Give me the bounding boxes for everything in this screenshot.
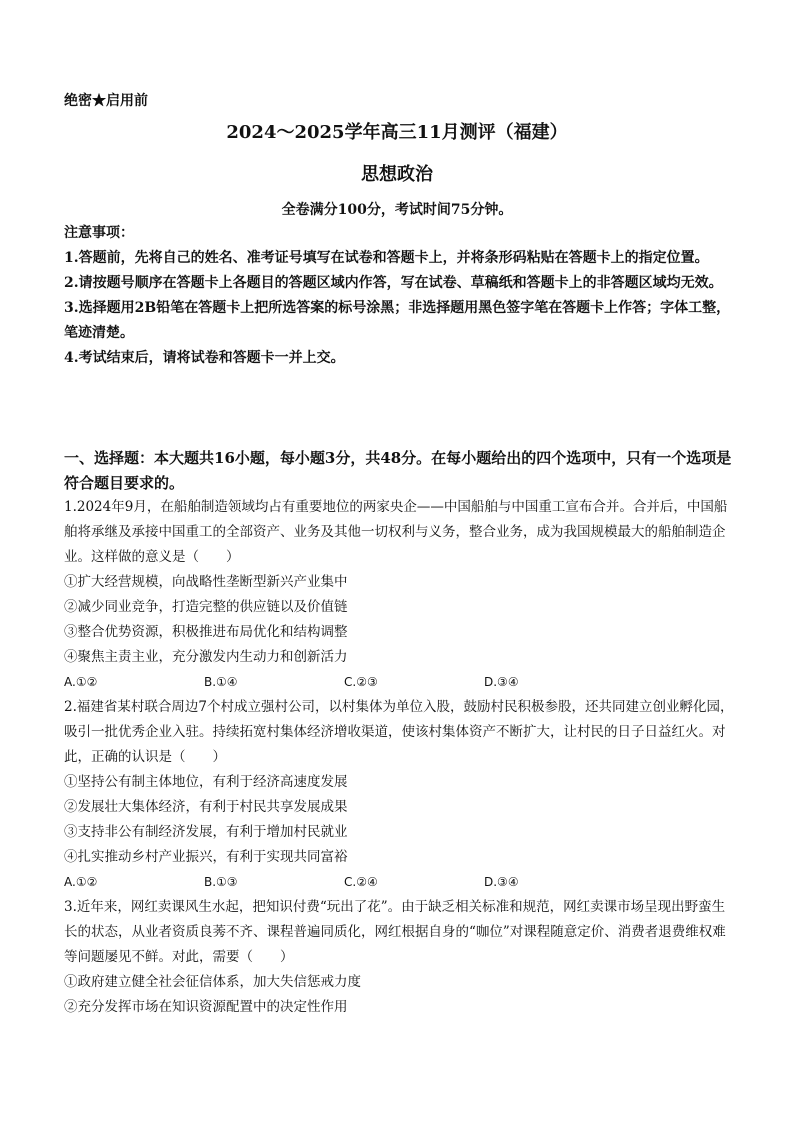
exam-info: 全卷满分100分，考试时间75分钟。 [281, 202, 513, 218]
statement-option: ②充分发挥市场在知识资源配置中的决定性作用 [64, 999, 348, 1015]
subject-title: 思想政治 [361, 164, 433, 185]
statement-option: ③支持非公有制经济发展，有利于增加村民就业 [64, 824, 348, 840]
question-list [64, 495, 736, 1020]
statement-option: ①扩大经营规模，向战略性垄断型新兴产业集中 [64, 574, 348, 590]
statement-option: ②发展壮大集体经济，有利于村民共享发展成果 [64, 799, 348, 815]
notice-item: 1.答题前，先将自己的姓名、准考证号填写在试卷和答题卡上，并将条形码粘贴在答题卡上的指定位置。 [64, 250, 709, 266]
choice-d: D.③④ [484, 875, 519, 889]
choice-b: B.①④ [204, 675, 238, 689]
choice-b: B.①③ [204, 875, 238, 889]
statement-option: ①政府建立健全社会征信体系，加大失信惩戒力度 [64, 974, 361, 990]
choice-d: D.③④ [484, 675, 519, 689]
section-title: 一、选择题：本大题共16小题，每小题3分，共48分。在每小题给出的四个选项中，只有一个选项是符合题目要求的。 [64, 449, 732, 492]
statement-option: ①坚持公有制主体地位，有利于经济高速度发展 [64, 774, 348, 790]
choice-c: C.②④ [344, 875, 378, 889]
answer-choices [64, 870, 736, 895]
statement-option: ②减少同业竞争，打造完整的供应链以及价值链 [64, 599, 348, 615]
notice-heading: 注意事项： [64, 225, 134, 241]
statement-option: ④扎实推动乡村产业振兴，有利于实现共同富裕 [64, 849, 348, 865]
notice-item: 4.考试结束后，请将试卷和答题卡一并上交。 [64, 350, 345, 366]
choice-c: C.②③ [344, 675, 378, 689]
statement-option: ④聚焦主责主业，充分激发内生动力和创新活力 [64, 649, 348, 665]
exam-title: 2024～2025学年高三11月测评（福建） [226, 122, 568, 143]
notice-item: 3.选择题用2B铅笔在答题卡上把所选答案的标号涂黑；非选择题用黑色签字笔在答题卡上作答；字体工整，笔迹清楚。 [64, 300, 731, 341]
notice-item: 2.请按题号顺序在答题卡上各题目的答题区域内作答，写在试卷、草稿纸和答题卡上的非答题区域均无效。 [64, 275, 723, 291]
notice-list [64, 246, 736, 371]
choice-a: A.①② [64, 675, 98, 689]
question-stem: 1.2024年9月，在船舶制造领域均占有重要地位的两家央企——中国船舶与中国重工宣布合并。合并后，中国船舶将承继及承接中国重工的全部资产、业务及其他一切权利与义务，整合业务，成为我国规模最大的船舶制造企业。这样做的意义是（ ） [64, 499, 728, 565]
question-stem: 3.近年来，网红卖课风生水起，把知识付费“玩出了花”。由于缺乏相关标准和规范，网红卖课市场呈现出野蛮生长的状态，从业者资质良莠不齐、课程普遍同质化，网红根据自身的“咖位”对课程随意定价、消费者退费维权难等问题屡见不鲜。对此，需要（ ） [64, 899, 726, 965]
question-3 [64, 895, 736, 1020]
choice-a: A.①② [64, 875, 98, 889]
statement-option: ③整合优势资源，积极推进布局优化和结构调整 [64, 624, 348, 640]
question-2 [64, 695, 736, 895]
question-1 [64, 495, 736, 695]
question-stem: 2.福建省某村联合周边7个村成立强村公司，以村集体为单位入股，鼓励村民积极参股，还共同建立创业孵化园，吸引一批优秀企业入驻。持续拓宽村集体经济增收渠道，使该村集体资产不断扩大，让村民的日子日益红火。对此，正确的认识是（ ） [64, 699, 734, 765]
answer-choices [64, 670, 736, 695]
confidential-mark: 绝密★启用前 [64, 93, 148, 109]
